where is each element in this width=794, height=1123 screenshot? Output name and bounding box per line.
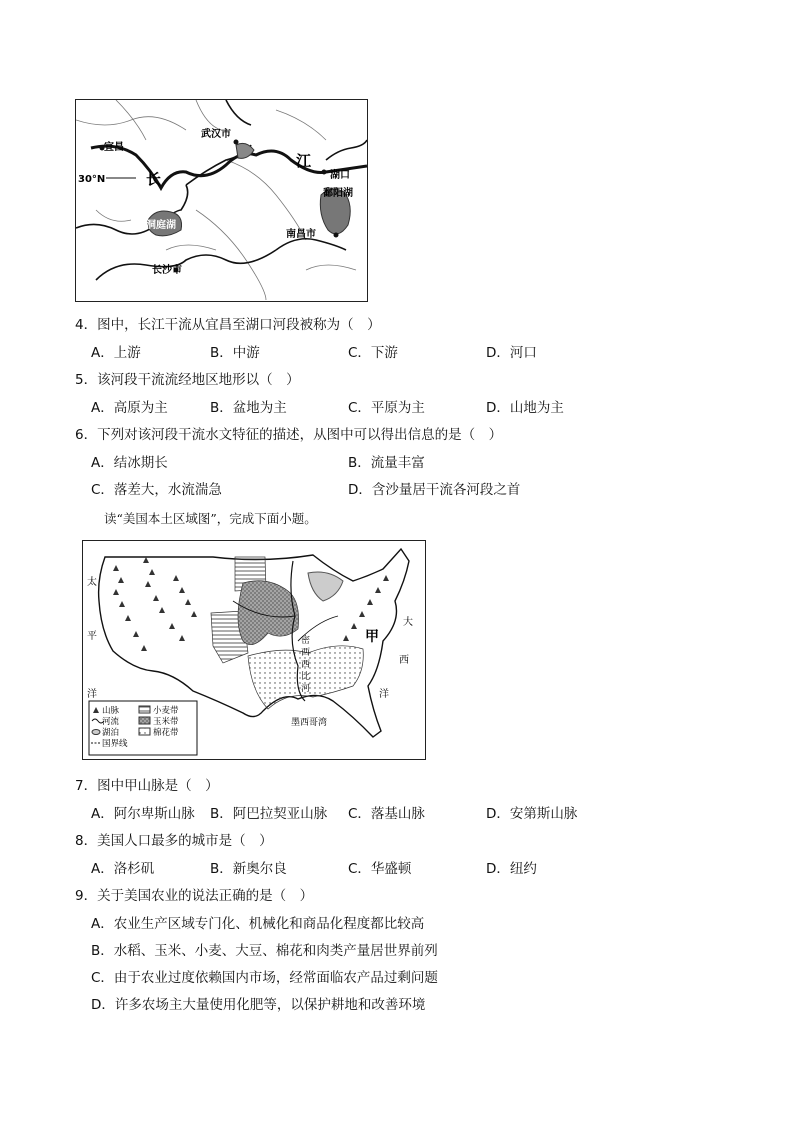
legend-river: 河流 <box>102 717 120 727</box>
q4-option-c[interactable]: C．下游 <box>348 345 398 361</box>
map1-label-nanchang: 南昌市 <box>286 229 316 240</box>
pacific-char-1: 太 <box>87 577 97 588</box>
pacific-char-3: 洋 <box>87 689 97 700</box>
q8-stem: 8．美国人口最多的城市是（ ） <box>75 833 273 849</box>
q9-option-b[interactable]: B．水稻、玉米、小麦、大豆、棉花和肉类产量居世界前列 <box>91 943 438 959</box>
label-jia: 甲 <box>365 629 379 645</box>
q7-option-a[interactable]: A．阿尔卑斯山脉 <box>91 806 195 822</box>
q9-option-d[interactable]: D．许多农场主大量使用化肥等，以保护耕地和改善环境 <box>91 997 426 1013</box>
map1-label-lat: 30°N <box>78 174 106 185</box>
mississippi-char-2: 西 <box>301 648 311 658</box>
q5-option-c[interactable]: C．平原为主 <box>348 400 425 416</box>
map1-label-dongting: 洞庭湖 <box>146 220 176 231</box>
q8-option-b[interactable]: B．新奥尔良 <box>210 861 287 877</box>
section-intro: 读“美国本土区域图”，完成下面小题。 <box>104 511 317 526</box>
q5-option-d[interactable]: D．山地为主 <box>486 400 564 416</box>
q9-option-c[interactable]: C．由于农业过度依赖国内市场，经常面临农产品过剩问题 <box>91 970 438 986</box>
legend-mountain: 山脉 <box>102 706 120 716</box>
map1-label-wuhan: 武汉市 <box>201 129 231 140</box>
map1-label-jiang: 江 <box>296 152 312 170</box>
q7-option-c[interactable]: C．落基山脉 <box>348 806 425 822</box>
mississippi-char-1: 密 <box>301 636 311 646</box>
q4-option-b[interactable]: B．中游 <box>210 345 260 361</box>
mississippi-char-5: 河 <box>301 684 311 694</box>
legend-corn-swatch <box>139 717 150 724</box>
q8-option-d[interactable]: D．纽约 <box>486 861 537 877</box>
q4-stem: 4．图中，长江干流从宜昌至湖口河段被称为（ ） <box>75 317 381 333</box>
usa-map <box>82 540 426 760</box>
q5-option-a[interactable]: A．高原为主 <box>91 400 168 416</box>
q7-stem: 7．图中甲山脉是（ ） <box>75 778 219 794</box>
q6-option-c[interactable]: C．落差大，水流湍急 <box>91 482 222 498</box>
map1-label-poyang: 鄱阳湖 <box>323 188 353 199</box>
q5-stem: 5．该河段干流流经地区地形以（ ） <box>75 372 300 388</box>
q8-option-c[interactable]: C．华盛顿 <box>348 861 412 877</box>
q4-option-a[interactable]: A．上游 <box>91 345 141 361</box>
q7-option-b[interactable]: B．阿巴拉契亚山脉 <box>210 806 328 822</box>
legend-lake-icon <box>92 730 100 735</box>
yangtze-map-drawing <box>76 100 367 301</box>
atlantic-char-3: 洋 <box>379 689 389 700</box>
map1-label-hukou: 湖口 <box>330 170 350 181</box>
yangtze-map <box>75 99 368 302</box>
q6-option-a[interactable]: A．结冰期长 <box>91 455 168 471</box>
map1-label-yichang: 宜昌 <box>104 142 124 153</box>
atlantic-char-2: 西 <box>399 655 409 666</box>
legend-lake: 湖泊 <box>102 728 120 738</box>
map1-label-changsha: 长沙市 <box>152 265 182 276</box>
q9-option-a[interactable]: A．农业生产区域专门化、机械化和商品化程度都比较高 <box>91 916 425 932</box>
legend-cotton-swatch <box>139 728 150 735</box>
legend-wheat-swatch <box>139 706 150 713</box>
q6-option-d[interactable]: D．含沙量居干流各河段之首 <box>348 482 521 498</box>
atlantic-char-1: 大 <box>403 617 413 628</box>
legend-corn: 玉米带 <box>153 717 179 727</box>
legend-border: 国界线 <box>102 739 128 749</box>
usa-map-drawing <box>83 541 425 759</box>
q4-option-d[interactable]: D．河口 <box>486 345 537 361</box>
q7-option-d[interactable]: D．安第斯山脉 <box>486 806 578 822</box>
legend-wheat: 小麦带 <box>153 706 179 716</box>
mississippi-char-3: 西 <box>301 660 311 670</box>
map1-label-chang: 长 <box>146 170 162 188</box>
q9-stem: 9．关于美国农业的说法正确的是（ ） <box>75 888 314 904</box>
mississippi-char-4: 比 <box>301 672 311 682</box>
label-gulf-of-mexico: 墨西哥湾 <box>291 718 328 728</box>
q6-option-b[interactable]: B．流量丰富 <box>348 455 425 471</box>
legend-cotton: 棉花带 <box>153 728 179 738</box>
pacific-char-2: 平 <box>87 631 97 642</box>
q8-option-a[interactable]: A．洛杉矶 <box>91 861 155 877</box>
q6-stem: 6．下列对该河段干流水文特征的描述，从图中可以得出信息的是（ ） <box>75 427 503 443</box>
q5-option-b[interactable]: B．盆地为主 <box>210 400 287 416</box>
